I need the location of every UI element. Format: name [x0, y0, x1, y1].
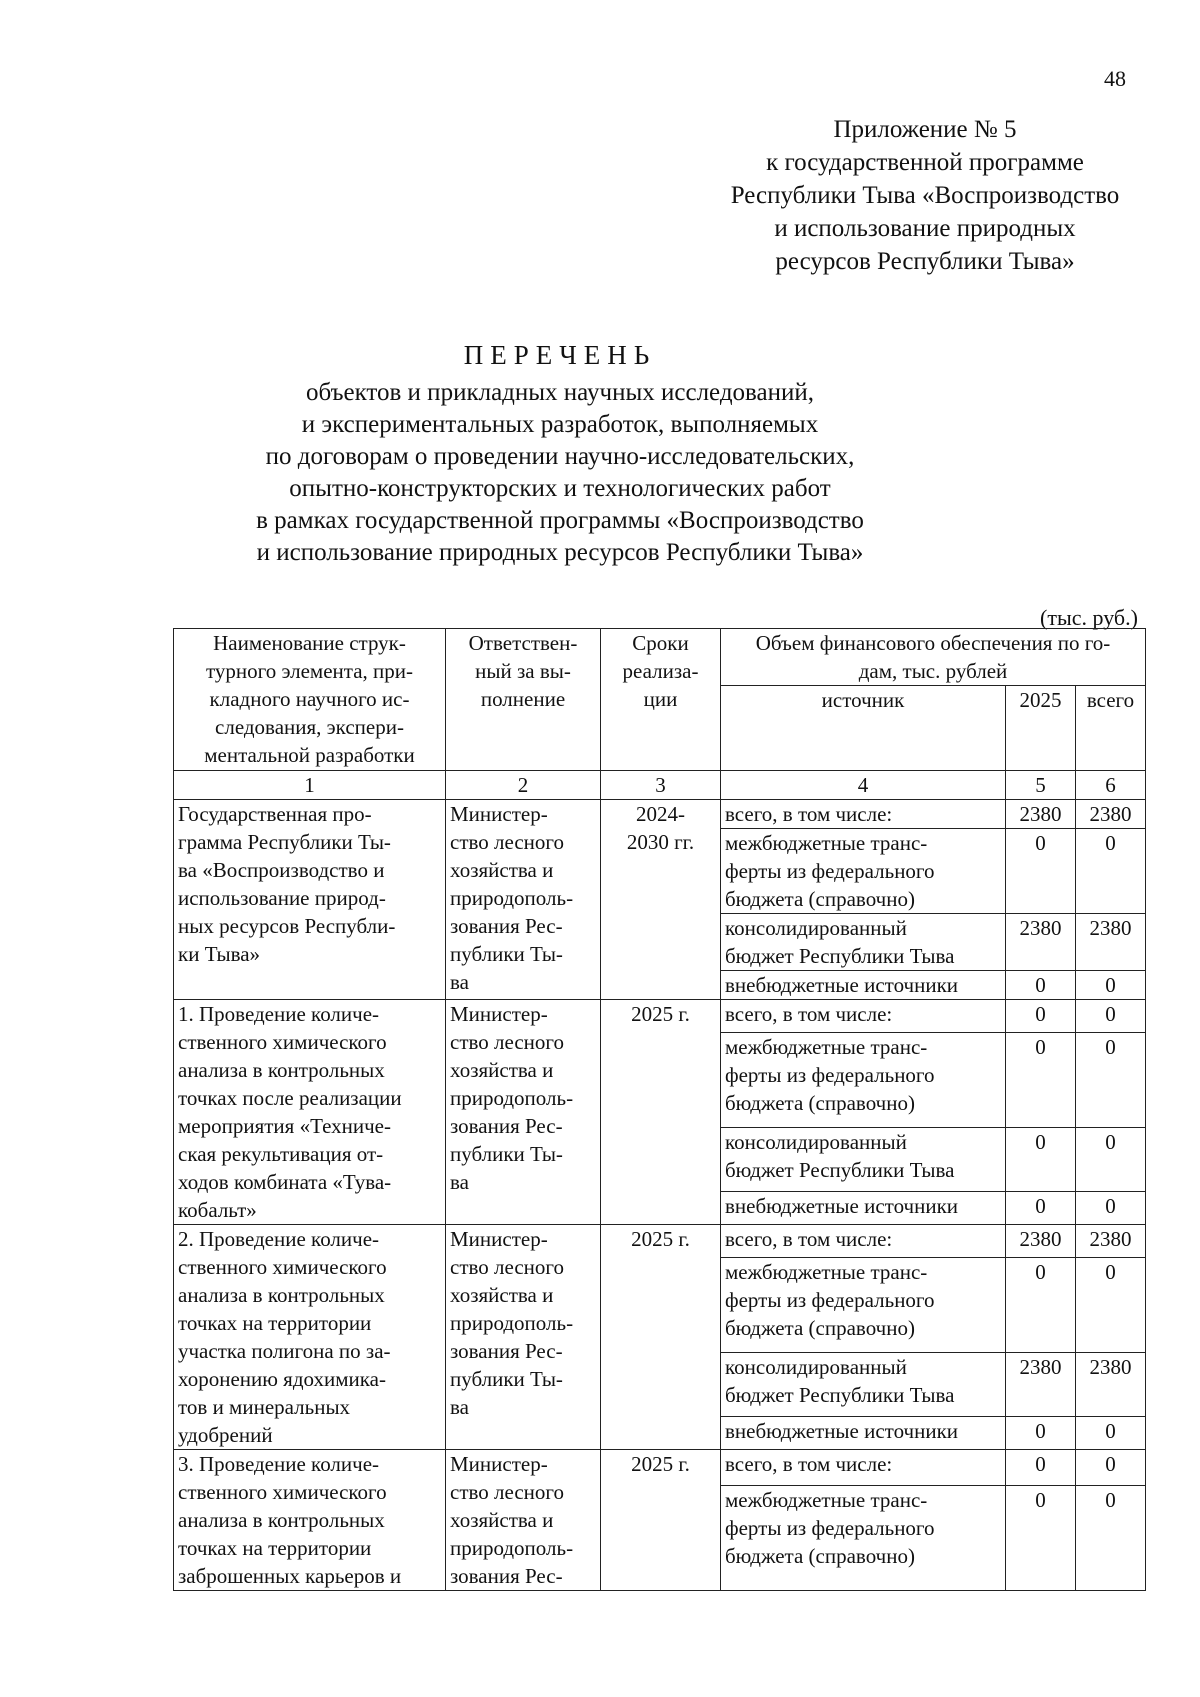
value-total-cell: 0 [1076, 1257, 1146, 1353]
section-name-cell: 2. Проведение количе- ственного химического анализа в контрольных точках на территории участка полигона по за- хоронению ядохимика- тов и минеральных удобрений [174, 1225, 446, 1450]
value-2025-cell: 0 [1006, 1257, 1076, 1353]
header-name: Наименование струк- турного элемента, при- кладного научного ис- следования, экспери- ментальной разработки [174, 629, 446, 771]
header-funding: Объем финансового обеспечения по го- дам, тыс. рублей [721, 629, 1146, 686]
section-period-cell: 2025 г. [601, 1225, 721, 1450]
table-row [174, 1000, 1146, 1033]
column-number: 4 [721, 771, 1006, 800]
appendix-line: Республики Тыва «Воспроизводство [730, 182, 1120, 209]
source-cell: межбюджетные транс- ферты из федерального бюджета (справочно) [721, 1485, 1006, 1590]
page-number: 48 [1104, 66, 1126, 91]
source-cell: внебюджетные источники [721, 1192, 1006, 1225]
source-cell: консолидированный бюджет Республики Тыва [721, 1353, 1006, 1417]
value-total-cell: 0 [1076, 829, 1146, 914]
header-source: источник [721, 686, 1006, 771]
column-number: 1 [174, 771, 446, 800]
source-cell: всего, в том числе: [721, 1450, 1006, 1486]
source-cell: консолидированный бюджет Республики Тыва [721, 1128, 1006, 1192]
section-responsible-cell: Министер- ство лесного хозяйства и природополь- зования Рес- публики Ты- ва [446, 1225, 601, 1450]
appendix-line: к государственной программе [766, 149, 1084, 176]
source-cell: всего, в том числе: [721, 1000, 1006, 1033]
section-period-cell: 2025 г. [601, 1000, 721, 1225]
appendix-line: Приложение № 5 [833, 116, 1017, 143]
source-cell: всего, в том числе: [721, 800, 1006, 829]
value-2025-cell: 2380 [1006, 1225, 1076, 1258]
subtitle-line: и использование природных ресурсов Республики Тыва» [256, 539, 864, 566]
appendix-line: и использование природных [774, 215, 1076, 242]
value-total-cell: 0 [1076, 1000, 1146, 1033]
appendix-block [690, 113, 1160, 278]
financing-table [173, 628, 1146, 1591]
section-responsible-cell: Министер- ство лесного хозяйства и природополь- зования Рес- [446, 1450, 601, 1591]
value-2025-cell: 2380 [1006, 1353, 1076, 1417]
subtitle-line: и экспериментальных разработок, выполняемых [301, 411, 819, 438]
value-total-cell: 2380 [1076, 1225, 1146, 1258]
document-subtitle [0, 377, 1120, 569]
source-cell: консолидированный бюджет Республики Тыва [721, 914, 1006, 971]
header-responsible: Ответствен- ный за вы- полнение [446, 629, 601, 771]
value-total-cell: 2380 [1076, 1353, 1146, 1417]
value-2025-cell: 2380 [1006, 800, 1076, 829]
header-year-2025: 2025 [1006, 686, 1076, 771]
value-2025-cell: 0 [1006, 1417, 1076, 1450]
header-total: всего [1076, 686, 1146, 771]
source-cell: внебюджетные источники [721, 971, 1006, 1000]
document-title: ПЕРЕЧЕНЬ [463, 340, 657, 370]
value-total-cell: 0 [1076, 1450, 1146, 1486]
value-total-cell: 0 [1076, 1032, 1146, 1128]
value-2025-cell: 0 [1006, 1192, 1076, 1225]
section-period-cell: 2024- 2030 гг. [601, 800, 721, 1000]
value-total-cell: 0 [1076, 1485, 1146, 1590]
table-row [174, 1225, 1146, 1258]
value-total-cell: 0 [1076, 971, 1146, 1000]
source-cell: межбюджетные транс- ферты из федерального бюджета (справочно) [721, 829, 1006, 914]
value-2025-cell: 0 [1006, 1128, 1076, 1192]
subtitle-line: объектов и прикладных научных исследований, [305, 379, 815, 406]
section-name-cell: Государственная про- грамма Республики Ты- ва «Воспроизводство и использование природ- ных ресурсов Республи- ки Тыва» [174, 800, 446, 1000]
table-row [174, 1450, 1146, 1486]
value-total-cell: 0 [1076, 1128, 1146, 1192]
appendix-line: ресурсов Республики Тыва» [775, 248, 1075, 275]
value-total-cell: 0 [1076, 1417, 1146, 1450]
subtitle-line: опытно-конструкторских и технологических работ [289, 475, 831, 502]
value-2025-cell: 0 [1006, 1450, 1076, 1486]
value-2025-cell: 0 [1006, 1032, 1076, 1128]
subtitle-line: в рамках государственной программы «Воспроизводство [256, 507, 864, 534]
value-2025-cell: 0 [1006, 971, 1076, 1000]
header-period: Сроки реализа- ции [601, 629, 721, 771]
subtitle-line: по договорам о проведении научно-исследовательских, [265, 443, 855, 470]
source-cell: межбюджетные транс- ферты из федерального бюджета (справочно) [721, 1257, 1006, 1353]
column-number: 2 [446, 771, 601, 800]
column-number: 5 [1006, 771, 1076, 800]
section-period-cell: 2025 г. [601, 1450, 721, 1591]
table-row [174, 800, 1146, 829]
source-cell: внебюджетные источники [721, 1417, 1006, 1450]
value-2025-cell: 2380 [1006, 914, 1076, 971]
section-name-cell: 3. Проведение количе- ственного химического анализа в контрольных точках на территории заброшенных карьеров и [174, 1450, 446, 1591]
value-total-cell: 0 [1076, 1192, 1146, 1225]
value-2025-cell: 0 [1006, 1485, 1076, 1590]
column-number: 6 [1076, 771, 1146, 800]
column-numbers-row [174, 771, 1146, 800]
source-cell: всего, в том числе: [721, 1225, 1006, 1258]
value-total-cell: 2380 [1076, 800, 1146, 829]
section-name-cell: 1. Проведение количе- ственного химического анализа в контрольных точках после реализации мероприятия «Техниче- ская рекультивация от- ходов комбината «Тува- кобальт» [174, 1000, 446, 1225]
column-number: 3 [601, 771, 721, 800]
value-2025-cell: 0 [1006, 1000, 1076, 1033]
section-responsible-cell: Министер- ство лесного хозяйства и природополь- зования Рес- публики Ты- ва [446, 1000, 601, 1225]
section-responsible-cell: Министер- ство лесного хозяйства и природополь- зования Рес- публики Ты- ва [446, 800, 601, 1000]
table-header-row [174, 629, 1146, 686]
value-2025-cell: 0 [1006, 829, 1076, 914]
units-label: (тыс. руб.) [1040, 605, 1138, 630]
value-total-cell: 2380 [1076, 914, 1146, 971]
source-cell: межбюджетные транс- ферты из федерального бюджета (справочно) [721, 1032, 1006, 1128]
